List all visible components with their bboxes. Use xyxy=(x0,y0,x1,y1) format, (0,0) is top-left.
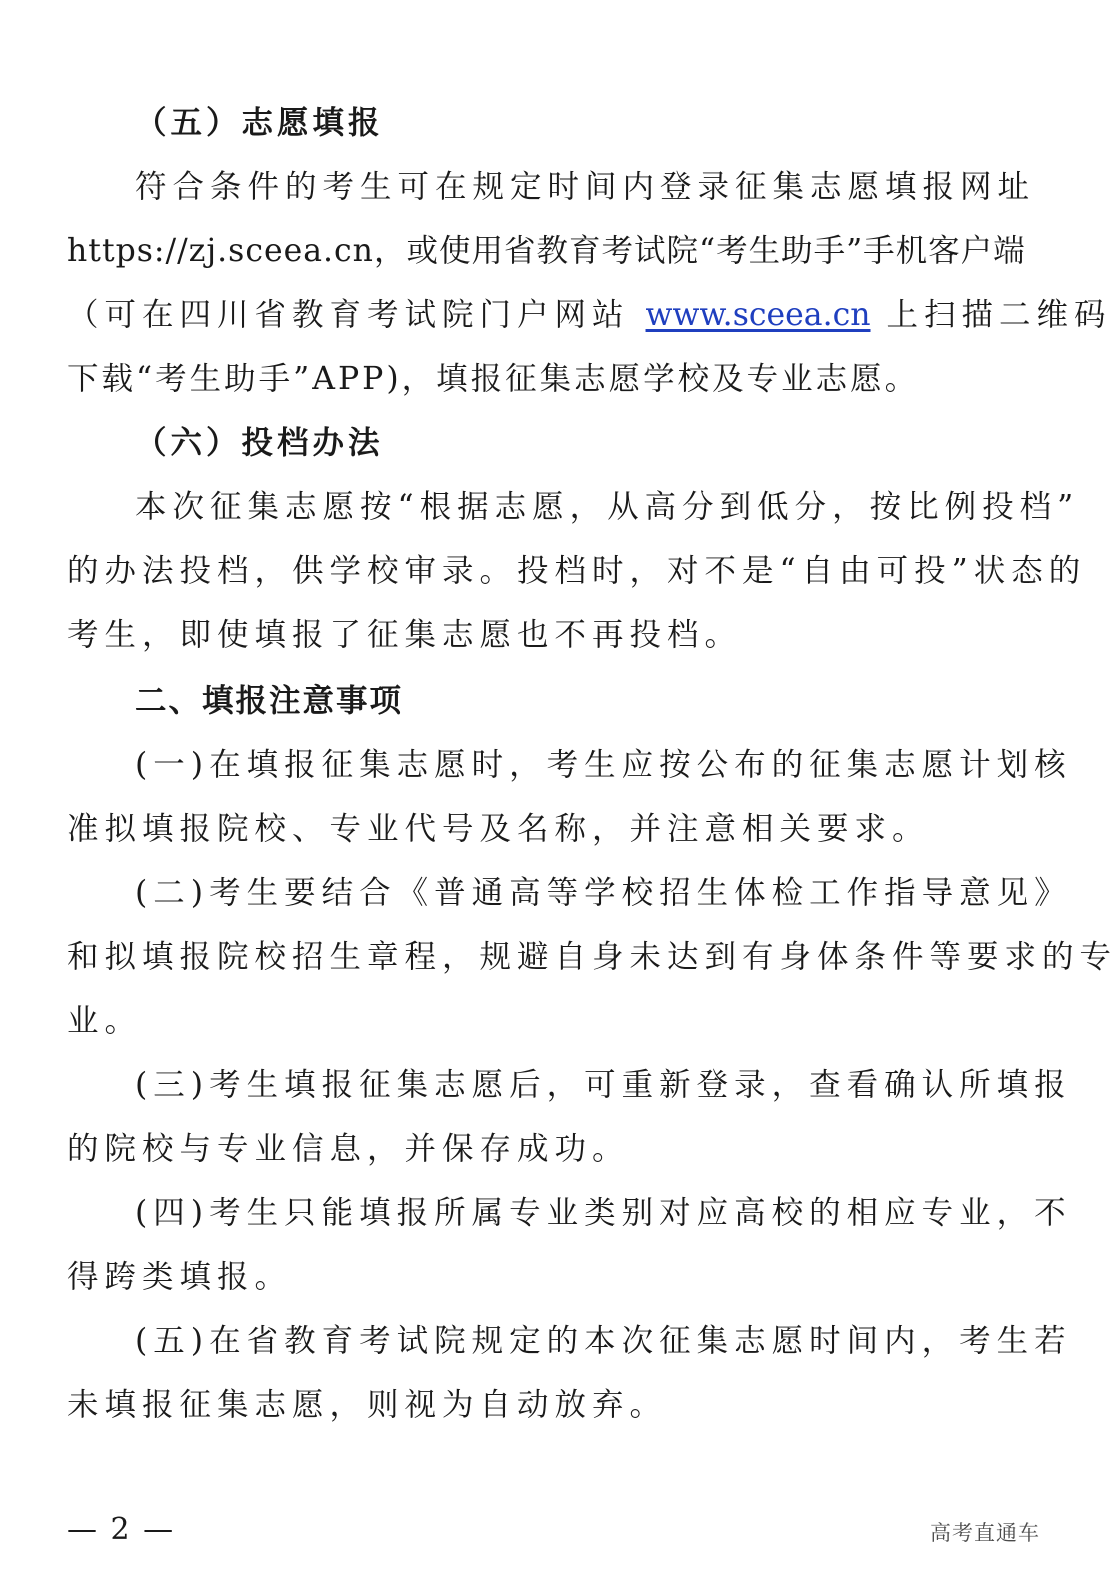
paragraph-line: https://zj.sceea.cn，或使用省教育考试院“考生助手”手机客户端 xyxy=(67,233,1026,269)
note-line: 和拟填报院校招生章程，规避自身未达到有身体条件等要求的专 xyxy=(67,939,1117,975)
note-line: 业。 xyxy=(67,1003,143,1039)
source-watermark: 高考直通车 xyxy=(930,1521,1040,1545)
paragraph-line: 本次征集志愿按“根据志愿，从高分到低分，按比例投档” xyxy=(135,489,1080,525)
section-heading-application: （五）志愿填报 xyxy=(135,105,384,141)
page-number: — 2 — xyxy=(67,1512,176,1547)
paragraph-line: 的办法投档，供学校审录。投档时，对不是“自由可投”状态的 xyxy=(67,553,1087,589)
note-line: (一)在填报征集志愿时，考生应按公布的征集志愿计划核 xyxy=(135,747,1072,783)
note-line: (四)考生只能填报所属专业类别对应高校的相应专业，不 xyxy=(135,1195,1072,1231)
paragraph-line: 符合条件的考生可在规定时间内登录征集志愿填报网址 xyxy=(135,169,1036,205)
portal-website-link[interactable]: www.sceea.cn xyxy=(645,297,871,333)
note-line: 得跨类填报。 xyxy=(67,1259,293,1295)
note-line: (二)考生要结合《普通高等学校招生体检工作指导意见》 xyxy=(135,875,1072,911)
note-line: (三)考生填报征集志愿后，可重新登录，查看确认所填报 xyxy=(135,1067,1072,1103)
note-line: 准拟填报院校、专业代号及名称，并注意相关要求。 xyxy=(67,811,930,847)
section-heading-notes: 二、填报注意事项 xyxy=(135,683,404,719)
paragraph-line: 考生，即使填报了征集志愿也不再投档。 xyxy=(67,617,743,653)
note-line: (五)在省教育考试院规定的本次征集志愿时间内，考生若 xyxy=(135,1323,1072,1359)
note-line: 未填报征集志愿，则视为自动放弃。 xyxy=(67,1387,668,1423)
paragraph-text: 上扫描二维码 xyxy=(886,297,1112,333)
section-heading-submission-method: （六）投档办法 xyxy=(135,425,384,461)
note-line: 的院校与专业信息，并保存成功。 xyxy=(67,1131,630,1167)
paragraph-line: 下载“考生助手”APP)，填报征集志愿学校及专业志愿。 xyxy=(67,361,920,397)
paragraph-line-with-link xyxy=(67,295,1112,335)
paragraph-text: （可在四川省教育考试院门户网站 xyxy=(67,297,630,333)
